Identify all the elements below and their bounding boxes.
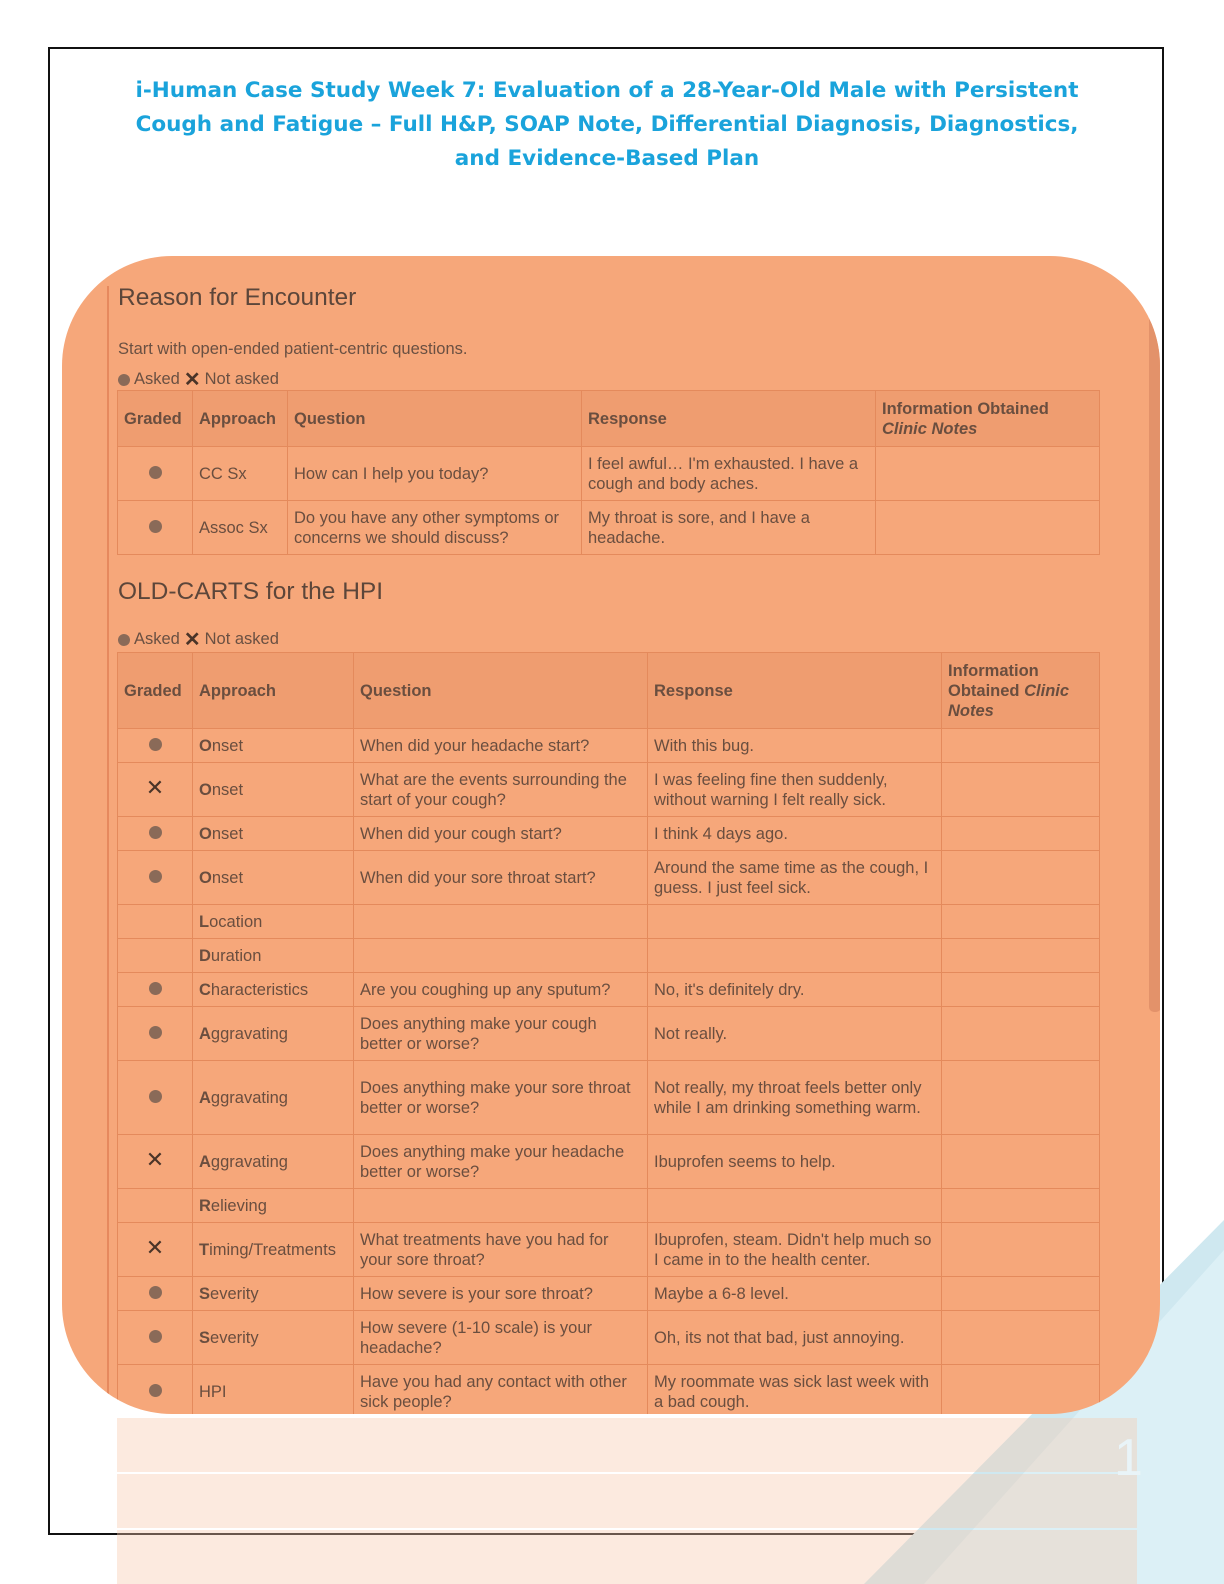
question-cell: Do you have any other symptoms or concerns we should discuss? — [288, 501, 582, 555]
approach-cell — [193, 1061, 354, 1135]
approach-cell — [193, 817, 354, 851]
table-row — [118, 851, 1100, 905]
header-response: Response — [582, 391, 876, 447]
graded-cell — [118, 1189, 193, 1223]
response-cell: Oh, its not that bad, just annoying. — [648, 1311, 942, 1365]
table-row — [118, 763, 1100, 817]
question-cell — [354, 1189, 648, 1223]
table-row — [118, 1007, 1100, 1061]
asked-dot-icon — [149, 1090, 162, 1103]
notes-cell — [942, 851, 1100, 905]
question-cell: Have you had any contact with other sick people? — [354, 1365, 648, 1415]
question-cell: Are you coughing up any sputum? — [354, 973, 648, 1007]
approach-cell — [193, 1365, 354, 1415]
approach-rest: ggravating — [210, 1088, 288, 1107]
question-cell: How can I help you today? — [288, 447, 582, 501]
approach-initial: S — [199, 1284, 211, 1303]
table-row — [118, 447, 1100, 501]
table-row — [118, 817, 1100, 851]
reason-intro: Start with open-ended patient-centric questions. — [118, 340, 468, 358]
asked-dot-icon — [149, 870, 162, 883]
approach-rest: elieving — [210, 1196, 267, 1215]
notes-cell — [942, 1365, 1100, 1415]
asked-dot-icon — [149, 1026, 162, 1039]
header-info-label: Information Obtained — [882, 399, 1049, 418]
not-asked-x-icon: ✕ — [183, 368, 201, 391]
response-cell: Around the same time as the cough, I guess. I just feel sick. — [648, 851, 942, 905]
graded-cell — [118, 973, 193, 1007]
approach-rest: everity — [210, 1284, 259, 1303]
question-cell: When did your sore throat start? — [354, 851, 648, 905]
question-cell: What treatments have you had for your sore throat? — [354, 1223, 648, 1277]
response-cell: My roommate was sick last week with a bad cough. — [648, 1365, 942, 1415]
question-cell: When did your cough start? — [354, 817, 648, 851]
question-cell — [354, 905, 648, 939]
asked-dot-icon — [149, 1384, 162, 1397]
response-cell: Not really, my throat feels better only while I am drinking something warm. — [648, 1061, 942, 1135]
table-row — [118, 729, 1100, 763]
notes-cell — [876, 447, 1100, 501]
graded-cell — [118, 729, 193, 763]
approach-cell — [193, 1007, 354, 1061]
notes-cell — [942, 729, 1100, 763]
response-cell: With this bug. — [648, 729, 942, 763]
header-info — [942, 653, 1100, 729]
header-info-italic: Clinic Notes — [948, 681, 1070, 720]
graded-cell — [118, 1007, 193, 1061]
graded-cell — [118, 763, 193, 817]
approach-initial: T — [199, 1240, 210, 1259]
notes-cell — [942, 1135, 1100, 1189]
header-graded: Graded — [118, 653, 193, 729]
table-row — [118, 1189, 1100, 1223]
graded-cell — [118, 1223, 193, 1277]
header-graded: Graded — [118, 391, 193, 447]
reason-heading: Reason for Encounter — [118, 284, 357, 311]
screenshot-panel — [62, 256, 1160, 1414]
asked-dot-icon — [149, 826, 162, 839]
response-cell: Maybe a 6-8 level. — [648, 1277, 942, 1311]
approach-rest: ggravating — [210, 1152, 288, 1171]
oldcarts-heading: OLD-CARTS for the HPI — [118, 578, 384, 605]
asked-dot-icon — [149, 738, 162, 751]
response-cell: I feel awful… I'm exhausted. I have a cough and body aches. — [582, 447, 876, 501]
legend-asked-label: Asked — [134, 370, 180, 388]
panel-reflection — [62, 1416, 1160, 1584]
approach-initial: O — [199, 780, 212, 799]
approach-initial: A — [199, 1024, 211, 1043]
response-cell: Ibuprofen seems to help. — [648, 1135, 942, 1189]
graded-cell — [118, 501, 193, 555]
question-cell: How severe is your sore throat? — [354, 1277, 648, 1311]
response-cell: I think 4 days ago. — [648, 817, 942, 851]
asked-dot-icon — [149, 520, 162, 533]
response-cell: I was feeling fine then suddenly, without warning I felt really sick. — [648, 763, 942, 817]
notes-cell — [942, 1311, 1100, 1365]
approach-initial: D — [199, 946, 211, 965]
table-row — [118, 1277, 1100, 1311]
table-row — [118, 939, 1100, 973]
header-question: Question — [288, 391, 582, 447]
approach-cell — [193, 1223, 354, 1277]
approach-initial: A — [199, 1088, 211, 1107]
approach-rest: ocation — [209, 912, 263, 931]
response-cell: My throat is sore, and I have a headache. — [582, 501, 876, 555]
approach-initial: L — [199, 912, 210, 931]
graded-cell — [118, 1311, 193, 1365]
header-info-italic: Clinic Notes — [882, 419, 978, 438]
approach-cell: Assoc Sx — [193, 501, 288, 555]
notes-cell — [942, 905, 1100, 939]
asked-dot-icon — [149, 1330, 162, 1343]
graded-cell — [118, 939, 193, 973]
approach-cell — [193, 1135, 354, 1189]
header-approach: Approach — [193, 653, 354, 729]
not-asked-x-icon: ✕ — [145, 1146, 165, 1172]
graded-cell — [118, 817, 193, 851]
notes-cell — [942, 973, 1100, 1007]
notes-cell — [942, 1277, 1100, 1311]
scrollbar[interactable] — [1149, 292, 1160, 1012]
approach-initial: C — [199, 980, 211, 999]
response-cell: Ibuprofen, steam. Didn't help much so I came in to the health center. — [648, 1223, 942, 1277]
asked-dot-icon — [118, 374, 130, 386]
header-question: Question — [354, 653, 648, 729]
legend-not-asked-label: Not asked — [204, 370, 279, 388]
header-info-label: Information Obtained — [948, 661, 1039, 700]
header-response: Response — [648, 653, 942, 729]
table-header-row — [118, 391, 1100, 447]
response-cell: No, it's definitely dry. — [648, 973, 942, 1007]
graded-cell — [118, 447, 193, 501]
approach-cell — [193, 851, 354, 905]
oldcarts-table — [117, 652, 1100, 1414]
question-cell: What are the events surrounding the start of your cough? — [354, 763, 648, 817]
notes-cell — [942, 1061, 1100, 1135]
approach-cell: CC Sx — [193, 447, 288, 501]
graded-cell — [118, 1277, 193, 1311]
question-cell: When did your headache start? — [354, 729, 648, 763]
approach-initial: S — [199, 1328, 211, 1347]
reflection-row — [117, 1418, 1137, 1472]
asked-dot-icon — [149, 982, 162, 995]
approach-rest: nset — [211, 780, 244, 799]
graded-cell — [118, 1061, 193, 1135]
approach-rest: uration — [210, 946, 262, 965]
table-row — [118, 501, 1100, 555]
approach-cell — [193, 763, 354, 817]
approach-rest: nset — [211, 824, 244, 843]
asked-dot-icon — [149, 466, 162, 479]
approach-rest: iming/Treatments — [209, 1240, 336, 1259]
table-row — [118, 905, 1100, 939]
oldcarts-legend — [118, 630, 279, 649]
not-asked-x-icon: ✕ — [145, 1234, 165, 1260]
approach-cell — [193, 729, 354, 763]
graded-cell — [118, 905, 193, 939]
approach-cell — [193, 905, 354, 939]
reason-table — [117, 390, 1100, 555]
approach-initial: O — [199, 824, 212, 843]
not-asked-x-icon: ✕ — [183, 628, 201, 651]
approach-cell — [193, 939, 354, 973]
approach-rest: everity — [210, 1328, 259, 1347]
approach-cell — [193, 1277, 354, 1311]
notes-cell — [942, 1007, 1100, 1061]
asked-dot-icon — [118, 634, 130, 646]
table-row — [118, 1061, 1100, 1135]
approach-cell — [193, 973, 354, 1007]
question-cell: How severe (1-10 scale) is your headache? — [354, 1311, 648, 1365]
approach-initial: O — [199, 868, 212, 887]
question-cell: Does anything make your headache better or worse? — [354, 1135, 648, 1189]
graded-cell — [118, 851, 193, 905]
question-cell: Does anything make your cough better or worse? — [354, 1007, 648, 1061]
notes-cell — [876, 501, 1100, 555]
approach-cell — [193, 1311, 354, 1365]
header-approach: Approach — [193, 391, 288, 447]
question-cell — [354, 939, 648, 973]
response-cell — [648, 939, 942, 973]
graded-cell — [118, 1135, 193, 1189]
approach-rest: nset — [211, 736, 244, 755]
page-number: 1 — [1114, 1429, 1143, 1487]
asked-dot-icon — [149, 1286, 162, 1299]
header-info — [876, 391, 1100, 447]
legend-asked-label: Asked — [134, 630, 180, 648]
approach-rest: nset — [211, 868, 244, 887]
not-asked-x-icon: ✕ — [145, 774, 165, 800]
question-cell: Does anything make your sore throat better or worse? — [354, 1061, 648, 1135]
approach-initial: R — [199, 1196, 211, 1215]
document-title: i-Human Case Study Week 7: Evaluation of a 28-Year-Old Male with Persistent Cough and Fatigue – Full H&P, SOAP Note, Differential Diagnosis, Diagnostics, and Evidence-Based Plan — [135, 78, 1079, 171]
notes-cell — [942, 817, 1100, 851]
response-cell: Not really. — [648, 1007, 942, 1061]
table-row — [118, 1311, 1100, 1365]
reflection-row — [117, 1530, 1137, 1584]
approach-initial: O — [199, 736, 212, 755]
approach-rest: HPI — [199, 1382, 227, 1401]
table-row — [118, 973, 1100, 1007]
graded-cell — [118, 1365, 193, 1415]
panel-left-rule — [107, 286, 109, 1414]
approach-rest: ggravating — [210, 1024, 288, 1043]
notes-cell — [942, 939, 1100, 973]
table-row — [118, 1365, 1100, 1415]
response-cell — [648, 1189, 942, 1223]
legend-not-asked-label: Not asked — [204, 630, 279, 648]
approach-initial: A — [199, 1152, 211, 1171]
notes-cell — [942, 763, 1100, 817]
approach-rest: haracteristics — [210, 980, 309, 999]
table-row — [118, 1135, 1100, 1189]
notes-cell — [942, 1223, 1100, 1277]
notes-cell — [942, 1189, 1100, 1223]
response-cell — [648, 905, 942, 939]
reflection-row — [117, 1474, 1137, 1528]
approach-cell — [193, 1189, 354, 1223]
table-header-row — [118, 653, 1100, 729]
reason-legend — [118, 370, 279, 389]
table-row — [118, 1223, 1100, 1277]
